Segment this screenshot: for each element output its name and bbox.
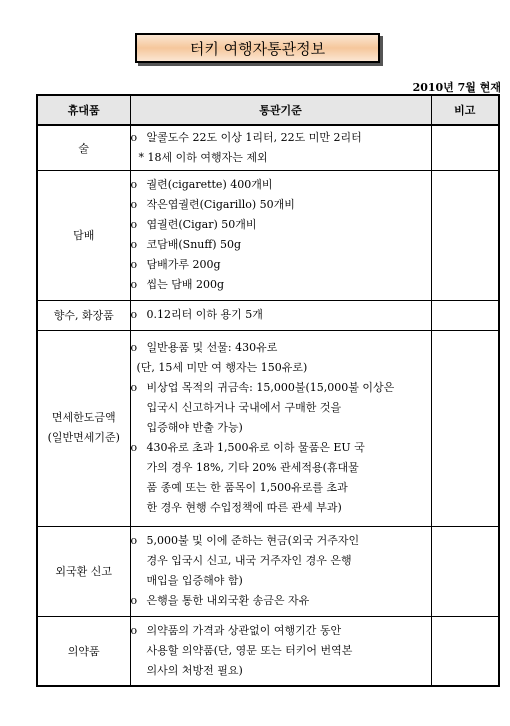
row-tobacco xyxy=(37,170,499,300)
criteria-currency xyxy=(130,526,431,616)
criteria-line: 씹는 담배 200g xyxy=(146,278,225,291)
criteria-line: 한 경우 현행 수입정책에 따른 관세 부과) xyxy=(146,501,342,514)
bullet: o xyxy=(130,441,138,454)
remarks-alcohol xyxy=(431,125,499,170)
bullet: o xyxy=(130,258,138,271)
bullet: o xyxy=(130,534,138,547)
row-perfume xyxy=(37,300,499,330)
bullet: o xyxy=(130,218,138,231)
header-criteria: 통관기준 xyxy=(130,95,431,125)
category-line: 면세한도금액 xyxy=(51,411,116,424)
criteria-line: 담배가루 200g xyxy=(146,258,221,271)
row-medicine xyxy=(37,616,499,686)
customs-table xyxy=(36,94,500,687)
bullet: o xyxy=(130,623,138,637)
criteria-line: 품 종예 또는 한 품목이 1,500유로를 초과 xyxy=(146,481,348,494)
criteria-line: 430유로 초과 1,500유로 이하 물품은 EU 국 xyxy=(146,441,365,454)
bullet: o xyxy=(130,594,138,607)
criteria-line: 0.12리터 이하 용기 5개 xyxy=(146,308,263,321)
criteria-line: 의약품의 가격과 상관없이 여행기간 동안 xyxy=(146,623,342,637)
criteria-line: 매입을 입증해야 함) xyxy=(146,574,243,587)
category-currency: 외국환 신고 xyxy=(37,526,130,616)
criteria-line: 비상업 목적의 귀금속: 15,000불(15,000불 이상은 xyxy=(146,381,395,394)
category-alcohol: 술 xyxy=(37,125,130,170)
criteria-line: 은행을 통한 내외국환 송금은 자유 xyxy=(146,594,310,607)
remarks-medicine xyxy=(431,616,499,686)
row-currency xyxy=(37,526,499,616)
criteria-line: 5,000불 및 이에 준하는 현금(외국 거주자인 xyxy=(146,534,360,547)
bullet: o xyxy=(130,178,138,191)
row-alcohol xyxy=(37,125,499,170)
criteria-dutyfree xyxy=(130,330,431,526)
category-dutyfree xyxy=(37,330,130,526)
criteria-line: 가의 경우 18%, 기타 20% 관세적용(휴대물 xyxy=(146,461,359,474)
criteria-line: 의사의 처방전 필요) xyxy=(146,663,243,677)
category-perfume: 향수, 화장품 xyxy=(37,300,130,330)
title-text: 터키 여행자통관정보 xyxy=(189,39,326,58)
criteria-line: 입국시 신고하거나 국내에서 구매한 것을 xyxy=(146,401,342,414)
bullet: o xyxy=(130,341,138,354)
criteria-line: 알콜도수 22도 이상 1리터, 22도 미만 2리터 xyxy=(146,130,362,144)
category-line: (일반면세기준) xyxy=(47,431,120,444)
criteria-alcohol xyxy=(130,125,431,170)
criteria-perfume xyxy=(130,300,431,330)
criteria-line: 입증해야 반출 가능) xyxy=(146,421,243,434)
criteria-line: (단, 15세 미만 여 행자는 150유로) xyxy=(136,361,308,374)
category-medicine: 의약품 xyxy=(37,616,130,686)
criteria-line: 경우 입국시 신고, 내국 거주자인 경우 은행 xyxy=(146,554,352,567)
header-row xyxy=(37,95,499,125)
row-dutyfree xyxy=(37,330,499,526)
criteria-line: 코담배(Snuff) 50g xyxy=(146,238,242,251)
criteria-medicine xyxy=(130,616,431,686)
page-title xyxy=(135,33,380,63)
date-label: 2010년 7월 현재 xyxy=(412,81,501,94)
criteria-line: 일반용품 및 선물: 430유로 xyxy=(146,341,278,354)
criteria-line: 엽궐련(Cigar) 50개비 xyxy=(146,218,257,231)
criteria-tobacco xyxy=(130,170,431,300)
bullet: o xyxy=(130,238,138,251)
bullet: o xyxy=(130,130,138,144)
category-tobacco: 담배 xyxy=(37,170,130,300)
bullet: o xyxy=(130,381,138,394)
criteria-note: * 18세 이하 여행자는 제외 xyxy=(138,150,268,164)
header-item: 휴대품 xyxy=(37,95,130,125)
remarks-currency xyxy=(431,526,499,616)
criteria-line: 궐련(cigarette) 400개비 xyxy=(146,178,273,191)
remarks-dutyfree xyxy=(431,330,499,526)
bullet: o xyxy=(130,308,138,321)
bullet: o xyxy=(130,278,138,291)
remarks-perfume xyxy=(431,300,499,330)
header-remarks: 비고 xyxy=(431,95,499,125)
criteria-line: 작은엽궐련(Cigarillo) 50개비 xyxy=(146,198,295,211)
criteria-line: 사용할 의약품(단, 영문 또는 터키어 번역본 xyxy=(146,643,353,657)
bullet: o xyxy=(130,198,138,211)
remarks-tobacco xyxy=(431,170,499,300)
